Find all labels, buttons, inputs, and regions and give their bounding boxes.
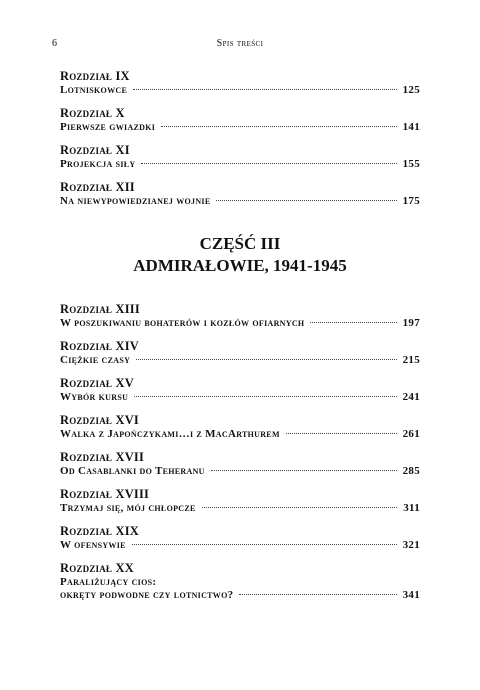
toc-line xyxy=(60,158,420,171)
toc-line xyxy=(60,391,420,404)
page-ref: 311 xyxy=(403,502,420,514)
toc-line xyxy=(60,589,420,602)
dot-leader xyxy=(133,89,396,90)
part-name: ADMIRAŁOWIE, 1941-1945 xyxy=(133,256,347,275)
toc-line xyxy=(60,465,420,478)
dot-leader xyxy=(132,544,397,545)
page-ref: 285 xyxy=(402,465,420,477)
toc-line xyxy=(60,195,420,208)
part-label: CZĘŚĆ III xyxy=(199,234,281,253)
toc-list-part-3 xyxy=(60,302,420,602)
dot-leader xyxy=(286,433,397,434)
chapter-number: Rozdział XVIII xyxy=(60,487,150,501)
toc-entry xyxy=(60,106,420,134)
toc-entry xyxy=(60,302,420,330)
chapter-number: Rozdział XVI xyxy=(60,413,139,427)
chapter-number: Rozdział IX xyxy=(60,69,130,83)
dot-leader xyxy=(310,322,396,323)
chapter-title: okręty podwodne czy lotnictwo? xyxy=(60,589,234,601)
toc-entry xyxy=(60,450,420,478)
chapter-title: Trzymaj się, mój chłopcze xyxy=(60,502,196,514)
chapter-number: Rozdział XII xyxy=(60,180,135,194)
chapter-title: Ciężkie czasy xyxy=(60,354,131,366)
page-ref: 241 xyxy=(402,391,420,403)
chapter-title: Na niewypowiedzianej wojnie xyxy=(60,195,211,207)
chapter-number: Rozdział XX xyxy=(60,561,134,575)
chapter-number: Rozdział XI xyxy=(60,143,130,157)
chapter-title: Lotniskowce xyxy=(60,84,128,96)
dot-leader xyxy=(216,200,396,201)
chapter-title: Walka z Japończykami…i z MacArthurem xyxy=(60,428,280,440)
page-number: 6 xyxy=(52,38,57,49)
toc-entry xyxy=(60,143,420,171)
page-header xyxy=(52,38,428,52)
toc-line xyxy=(60,539,420,552)
page-ref: 125 xyxy=(402,84,420,96)
toc-entry xyxy=(60,561,420,602)
dot-leader xyxy=(136,359,396,360)
chapter-title: W ofensywie xyxy=(60,539,126,551)
dot-leader xyxy=(239,594,396,595)
chapter-title-line-1: Paraliżujący cios: xyxy=(60,576,157,588)
chapter-title: Pierwsze gwiazdki xyxy=(60,121,156,133)
toc-line xyxy=(60,354,420,367)
page-ref: 341 xyxy=(402,589,420,601)
toc-entry xyxy=(60,487,420,515)
toc-line xyxy=(60,317,420,330)
chapter-title: Wybór kursu xyxy=(60,391,129,403)
toc-line xyxy=(60,428,420,441)
toc-entry xyxy=(60,376,420,404)
chapter-number: Rozdział XIII xyxy=(60,302,140,316)
chapter-number: Rozdział XVII xyxy=(60,450,145,464)
page-ref: 321 xyxy=(402,539,420,551)
page-ref: 197 xyxy=(402,317,420,329)
toc-entry xyxy=(60,339,420,367)
toc-line xyxy=(60,502,420,515)
chapter-title: Projekcja siły xyxy=(60,158,136,170)
chapter-number: Rozdział X xyxy=(60,106,125,120)
dot-leader xyxy=(134,396,396,397)
toc-entry xyxy=(60,413,420,441)
page-ref: 261 xyxy=(402,428,420,440)
chapter-title: Od Casablanki do Teheranu xyxy=(60,465,205,477)
chapter-number: Rozdział XV xyxy=(60,376,134,390)
chapter-number: Rozdział XIX xyxy=(60,524,139,538)
dot-leader xyxy=(161,126,396,127)
toc-line xyxy=(60,84,420,97)
chapter-number: Rozdział XIV xyxy=(60,339,139,353)
dot-leader xyxy=(211,470,397,471)
page-ref: 155 xyxy=(402,158,420,170)
toc-list-part-2 xyxy=(60,69,420,208)
toc-entry xyxy=(60,524,420,552)
running-title: Spis treści xyxy=(216,38,264,49)
toc-line xyxy=(60,121,420,134)
toc-entry xyxy=(60,69,420,97)
toc-entry xyxy=(60,180,420,208)
page-ref: 215 xyxy=(402,354,420,366)
chapter-title: W poszukiwaniu bohaterów i kozłów ofiarnych xyxy=(60,317,305,329)
page-ref: 141 xyxy=(402,121,420,133)
dot-leader xyxy=(141,163,396,164)
page-ref: 175 xyxy=(402,195,420,207)
dot-leader xyxy=(202,507,398,508)
